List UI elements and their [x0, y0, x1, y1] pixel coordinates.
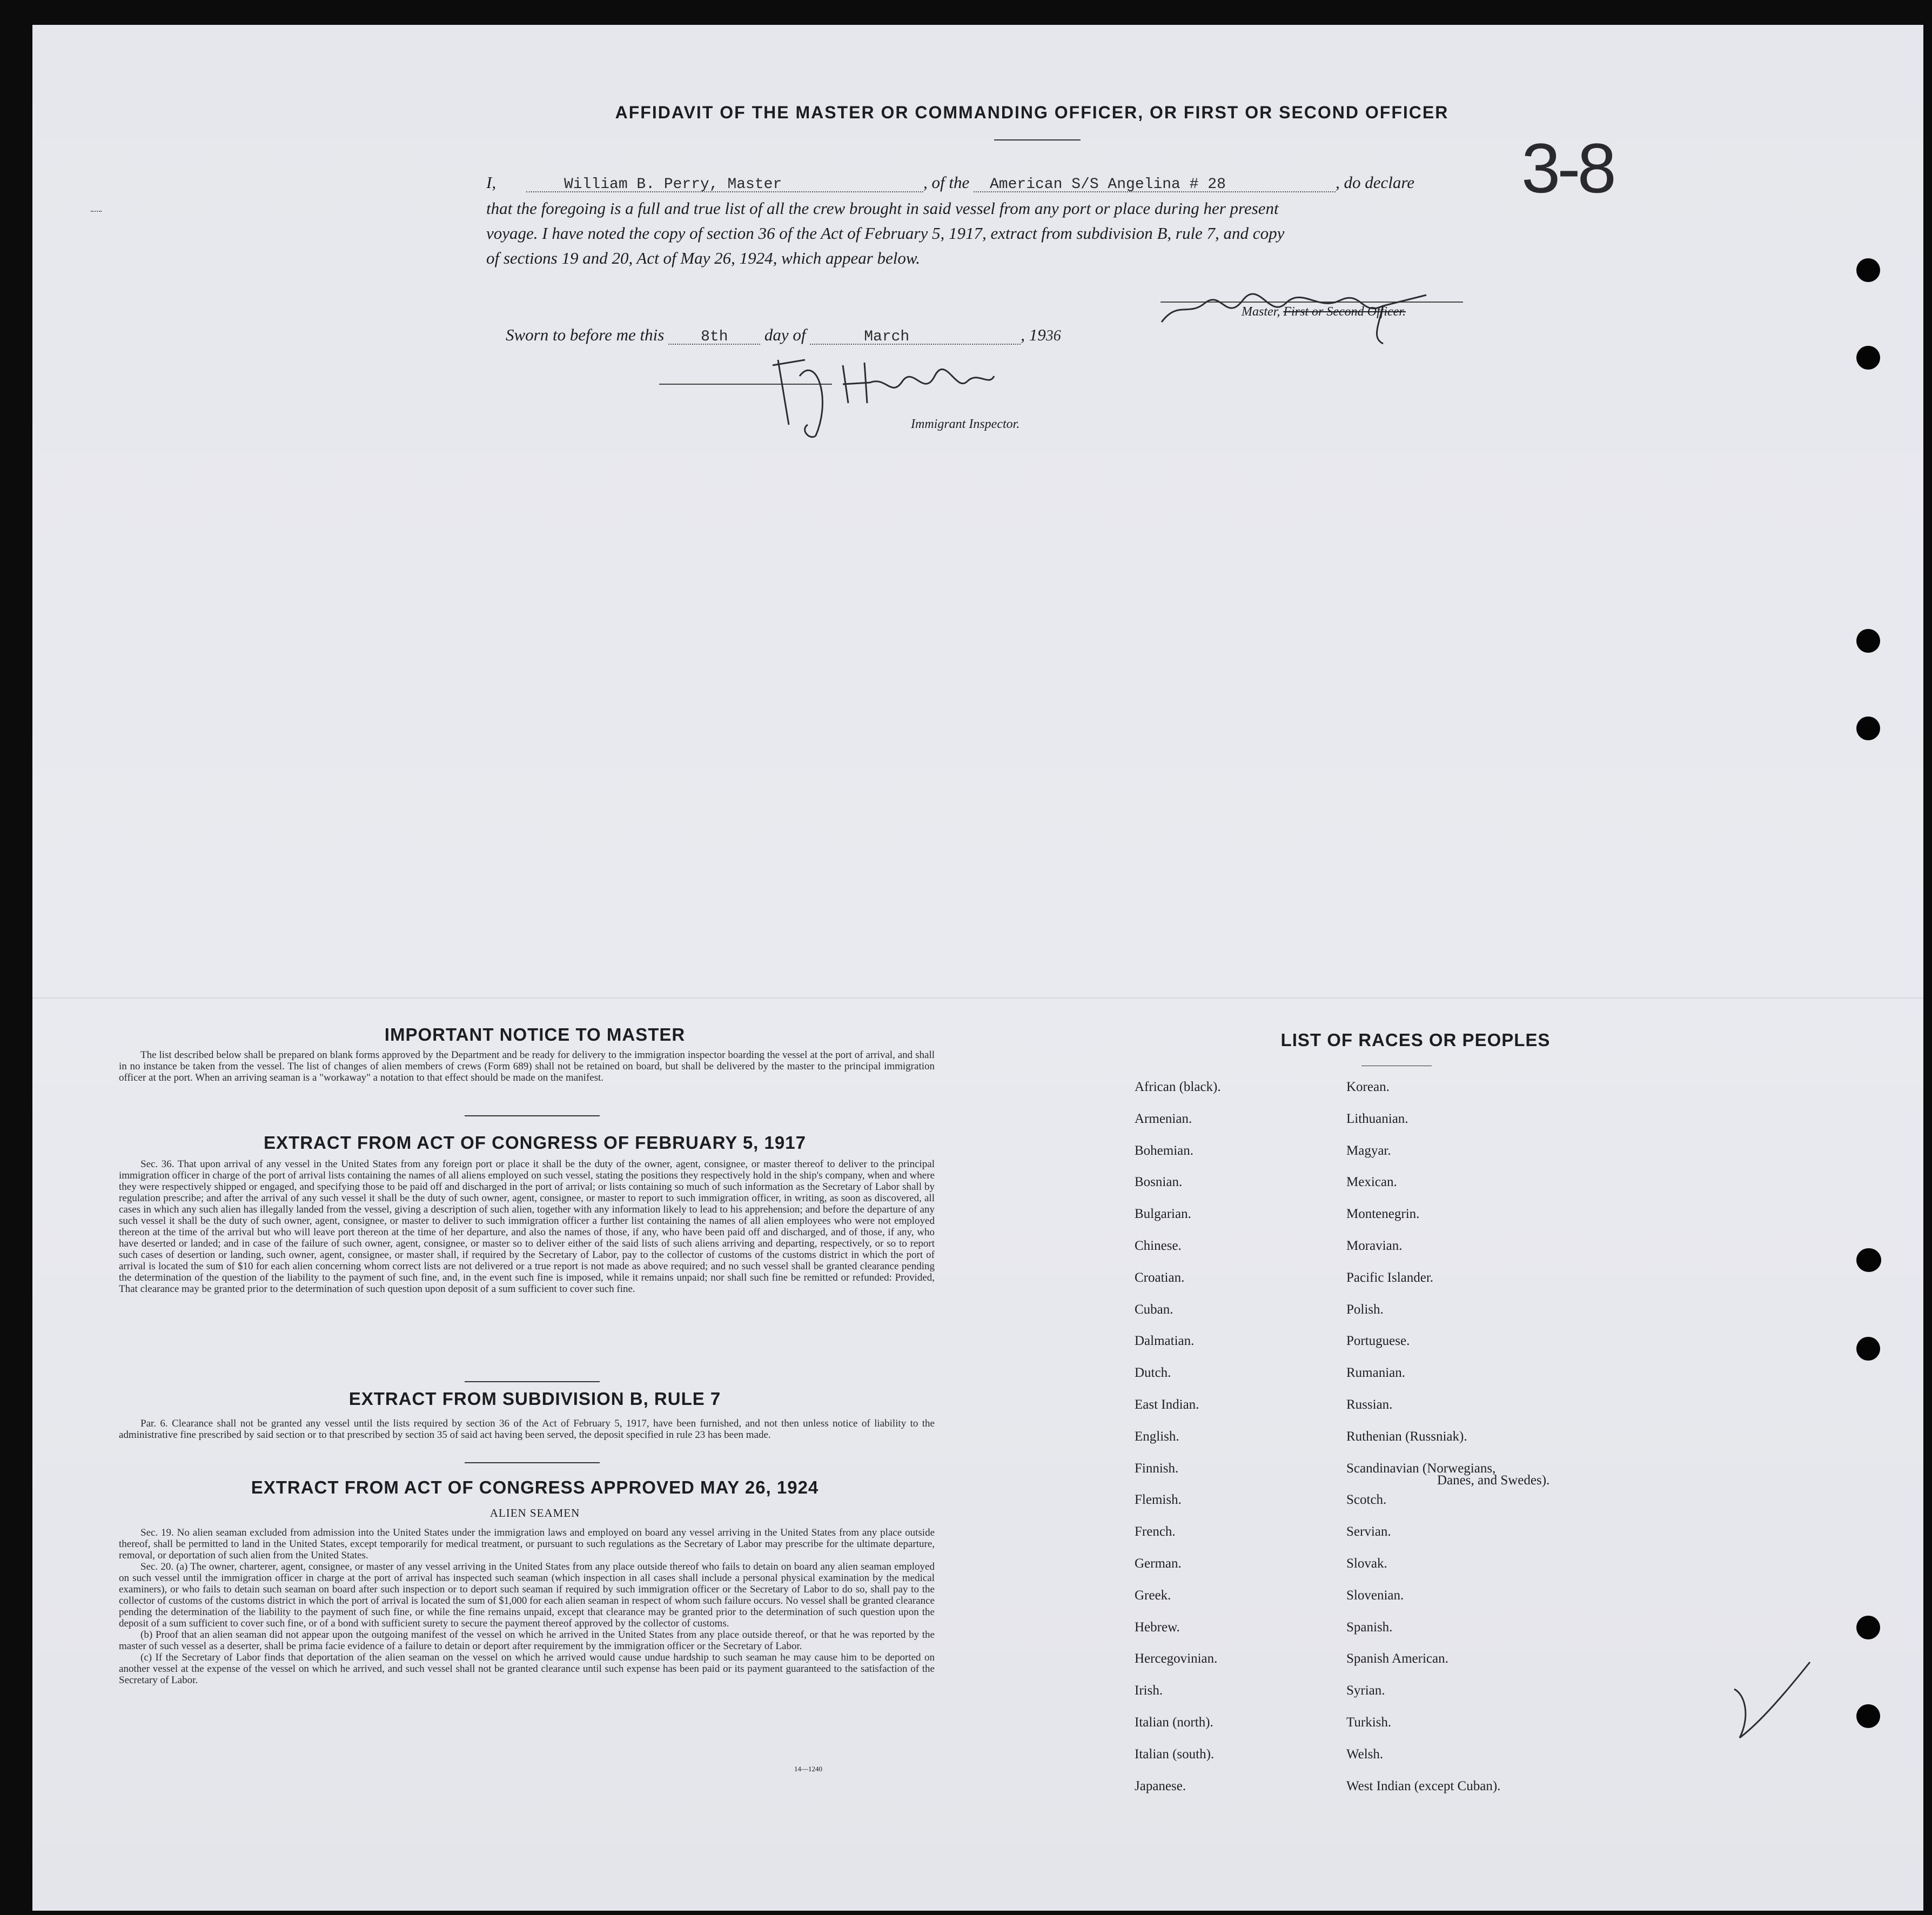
notice-paragraph: The list described below shall be prepared on blank forms approved by the Department and be ready for delivery to the immigration inspector boarding the vessel at the port of arrival, and shall in no instance be taken from the vessel. The list of changes of alien members of crews (Form 689) shall not be retained on board, but shall be delivered by the master to the principal immigration officer at the port. When an arriving seaman is a "workaway" a notation to that effect should be made on the manifest. — [119, 1049, 935, 1083]
race-item: Syrian. — [1346, 1683, 1385, 1698]
race-item: Russian. — [1346, 1397, 1393, 1412]
race-item: Ruthenian (Russniak). — [1346, 1429, 1467, 1444]
race-item: Hercegovinian. — [1135, 1651, 1218, 1666]
margin-number: 3-8 — [1521, 129, 1613, 207]
day-of-text: day of — [764, 325, 806, 344]
race-item: Bohemian. — [1135, 1143, 1194, 1158]
notice-title: IMPORTANT NOTICE TO MASTER — [384, 1025, 686, 1044]
race-item: West Indian (except Cuban). — [1346, 1778, 1501, 1793]
do-declare-text: , do declare — [1336, 173, 1415, 192]
race-item: Japanese. — [1135, 1778, 1186, 1793]
notice-divider — [465, 1115, 600, 1116]
race-item: Rumanian. — [1346, 1365, 1406, 1381]
race-item: Finnish. — [1135, 1461, 1179, 1476]
extract3-sec19: Sec. 19. No alien seaman excluded from admission into the United States under the immigration laws and employed on board any vessel arriving in the United States from any place outside thereof, shall be permitted to land in the United States, except temporarily for medical treatment, or pursuant to such regulations as the Secretary of Labor may prescribe for the ultimate departure, removal, or deportation of such alien from the United States. — [119, 1527, 935, 1561]
officer-struck: First or Second Officer. — [1283, 305, 1406, 319]
extract1-text — [119, 1159, 935, 1295]
race-item: Dutch. — [1135, 1365, 1171, 1381]
master-title — [1242, 305, 1406, 319]
race-item: Cuban. — [1135, 1302, 1173, 1317]
affidavit-title: AFFIDAVIT OF THE MASTER OR COMMANDING OFFICER, OR FIRST OR SECOND OFFICER — [615, 103, 1449, 122]
race-item: Italian (north). — [1135, 1715, 1213, 1730]
race-item: Lithuanian. — [1346, 1111, 1408, 1126]
fold-line — [32, 997, 1923, 999]
extract1-title: EXTRACT FROM ACT OF CONGRESS OF FEBRUARY 5, 1917 — [264, 1133, 806, 1153]
race-item: Turkish. — [1346, 1715, 1392, 1730]
affidavit-line-2: that the foregoing is a full and true list of all the crew brought in said vessel from any port or place during her present — [486, 199, 1279, 218]
race-item: Greek. — [1135, 1588, 1171, 1603]
race-item: African (black). — [1135, 1080, 1221, 1094]
affidavit-line-4: of sections 19 and 20, Act of May 26, 1924, which appear below. — [486, 249, 921, 267]
vessel-name: American S/S Angelina # 28 — [990, 176, 1226, 193]
race-item: Spanish American. — [1346, 1651, 1448, 1666]
race-item: East Indian. — [1135, 1397, 1199, 1412]
line1-i: I, — [486, 173, 497, 192]
race-item: Korean. — [1346, 1080, 1390, 1094]
extract2-title: EXTRACT FROM SUBDIVISION B, RULE 7 — [348, 1389, 721, 1409]
race-item: Moravian. — [1346, 1238, 1403, 1253]
form-number: 14—1240 — [794, 1765, 822, 1773]
race-item: Portuguese. — [1346, 1334, 1410, 1349]
extract2-divider — [465, 1462, 600, 1463]
race-item: Mexican. — [1346, 1175, 1397, 1190]
race-item: English. — [1135, 1429, 1179, 1444]
month-value: March — [864, 329, 910, 345]
race-item: Dalmatian. — [1135, 1334, 1195, 1349]
binder-hole — [1856, 1704, 1880, 1728]
document-page — [32, 25, 1923, 1911]
affidavit-line-1 — [486, 173, 1537, 192]
race-item: Italian (south). — [1135, 1746, 1215, 1762]
master-name: William B. Perry, Master — [564, 176, 782, 193]
binder-hole — [1856, 1616, 1880, 1639]
notice-text — [119, 1049, 935, 1083]
binder-hole — [1856, 1337, 1880, 1361]
inspector-label: Immigrant Inspector. — [911, 417, 1020, 431]
extract3-sec20b: (b) Proof that an alien seaman did not appear upon the outgoing manifest of the vessel on which he arrived in the United States from any place outside thereof, or that he was reported by the master of such vessel as a deserter, shall be prima facie evidence of a failure to detain or deport after requirement by the immigration officer or the Secretary of Labor. — [119, 1629, 935, 1652]
race-item: Bulgarian. — [1135, 1207, 1191, 1222]
race-item: Bosnian. — [1135, 1175, 1183, 1190]
binder-hole — [1856, 1248, 1881, 1272]
race-item: Slovak. — [1346, 1556, 1387, 1571]
binder-hole — [1856, 346, 1880, 370]
race-item: Scotch. — [1346, 1492, 1387, 1508]
race-item: Scandinavian (Norwegians, — [1346, 1461, 1496, 1476]
sworn-text: Sworn to before me this — [506, 325, 665, 344]
extract1-divider — [465, 1381, 600, 1382]
master-name-field — [526, 173, 923, 192]
extract2-paragraph: Par. 6. Clearance shall not be granted any vessel until the lists required by section 36 of the Act of February 5, 1917, have been furnished, and not then unless notice of liability to the administrative fine prescribed by said section or to that prescribed by section 35 of said act having been served, the deposit specified in rule 23 has been made. — [119, 1418, 935, 1441]
race-item: Croatian. — [1135, 1270, 1185, 1285]
race-item: Spanish. — [1346, 1619, 1393, 1635]
race-item: Welsh. — [1346, 1746, 1384, 1762]
binder-hole — [1856, 717, 1880, 740]
race-item: Montenegrin. — [1346, 1207, 1420, 1222]
extract3-subtitle: ALIEN SEAMEN — [489, 1506, 580, 1519]
races-title: LIST OF RACES OR PEOPLES — [1280, 1030, 1551, 1050]
extract3-title: EXTRACT FROM ACT OF CONGRESS APPROVED MAY 26, 1924 — [251, 1477, 819, 1497]
extract3-sec20c: (c) If the Secretary of Labor finds that deportation of the alien seaman on the vessel on which he arrived would cause undue hardship to such seaman he may cause him to be deported on another vessel at the expense of the vessel on which he arrived, and such vessel shall not be granted clearance until such expense has been paid or its payment guaranteed to the satisfaction of the Secretary of Labor. — [119, 1652, 935, 1686]
race-item: Polish. — [1346, 1302, 1384, 1317]
extract3-text — [119, 1527, 935, 1686]
of-the-text: , of the — [923, 173, 970, 192]
race-item: Irish. — [1135, 1683, 1163, 1698]
race-item: Hebrew. — [1135, 1619, 1180, 1635]
extract3-sec20a: Sec. 20. (a) The owner, charterer, agent, consignee, or master of any vessel arriving in the United States from any place outside thereof who fails to detain on board any alien seaman employed on such vessel until the immigration officer in charge at the port of arrival has inspected such seaman (which inspection in all cases shall include a personal physical examination by the medical examiners), or who fails to detain such seaman on board after such inspection or to deport such seaman if required by such immigration officer or the Secretary of Labor to do so, shall pay to the collector of customs of the customs district in which the port of arrival is located the sum of $1,000 for each alien seaman in respect of whom such failure occurs. No vessel shall be granted clearance pending the determination of the liability to the payment of such fine, or while the fine remains unpaid, except that clearance may be granted prior to the determination of such question upon the deposit of a sum sufficient to cover such fine, or of a bond with sufficient surety to secure the payment thereof approved by the collector of customs. — [119, 1561, 935, 1629]
race-item: Flemish. — [1135, 1492, 1182, 1508]
sworn-line — [506, 325, 1557, 345]
check-mark — [1729, 1657, 1815, 1754]
master-label: Master, — [1242, 305, 1284, 319]
race-item: Pacific Islander. — [1346, 1270, 1434, 1285]
race-item: Slovenian. — [1346, 1588, 1404, 1603]
race-item: French. — [1135, 1524, 1176, 1539]
year-prefix: , 19 — [1021, 325, 1046, 344]
title-divider — [994, 139, 1081, 140]
extract1-paragraph: Sec. 36. That upon arrival of any vessel in the United States from any foreign port or place it shall be the duty of the owner, agent, consignee, or master thereof to deliver to the principal immigration officer in charge of the port of arrival lists containing the names of all aliens employed on such vessel, stating the positions they respectively hold in the ship's company, when and where they were respectively shipped or engaged, and specifying those to be paid off and discharged in the port of arrival; or lists containing so much of such information as the Secretary of Labor shall by regulation prescribe; and after the arrival of any such vessel it shall be the duty of such owner, agent, consignee, or master to report to such immigration officer, in writing, as soon as discovered, all cases in which any such alien has illegally landed from the vessel, giving a description of such alien, together with any information likely to lead to his apprehension; and before the departure of any such vessel it shall be the duty of such owner, agent, consignee, or master to deliver to such immigration officer a further list containing the names of all alien employees who were not employed thereon at the time of the arrival but who will leave port thereon at the time of her departure, and also the names of those, if any, who have been paid off and discharged, and of those, if any, who have deserted or landed; and in case of the failure of such owner, agent, consignee, or master so to deliver either of the said lists of such aliens arriving and departing, respectively, or so to report such cases of desertion or landing, such owner, agent, consignee, or master shall, if required by the Secretary of Labor, pay to the collector of customs of the customs district in which the port of arrival is located the sum of $10 for each alien concerning whom correct lists are not delivered or a true report is not made as above required; and no such vessel shall be granted clearance pending the determination of the question of the liability to the payment of such fine, and, in the event such fine is imposed, while it remains unpaid; nor shall such fine be remitted or refunded: Provided, That clearance may be granted prior to the determination of such question upon deposit of a sum sufficient to cover such fine. — [119, 1159, 935, 1295]
margin-mark — [91, 211, 102, 216]
race-item: Armenian. — [1135, 1111, 1192, 1126]
binder-hole — [1856, 629, 1880, 653]
extract2-text — [119, 1418, 935, 1441]
vessel-field — [974, 173, 1336, 192]
race-item: Servian. — [1346, 1524, 1391, 1539]
race-item: German. — [1135, 1556, 1182, 1571]
race-item-continued: Danes, and Swedes). — [1437, 1473, 1550, 1488]
day-value: 8th — [701, 329, 728, 345]
binder-hole — [1856, 258, 1880, 282]
year-value: 36 — [1045, 327, 1061, 344]
race-item: Magyar. — [1346, 1143, 1391, 1158]
affidavit-line-3: voyage. I have noted the copy of section 36 of the Act of February 5, 1917, extract from subdivision B, rule 7, and copy — [486, 224, 1285, 243]
race-item: Chinese. — [1135, 1238, 1182, 1253]
